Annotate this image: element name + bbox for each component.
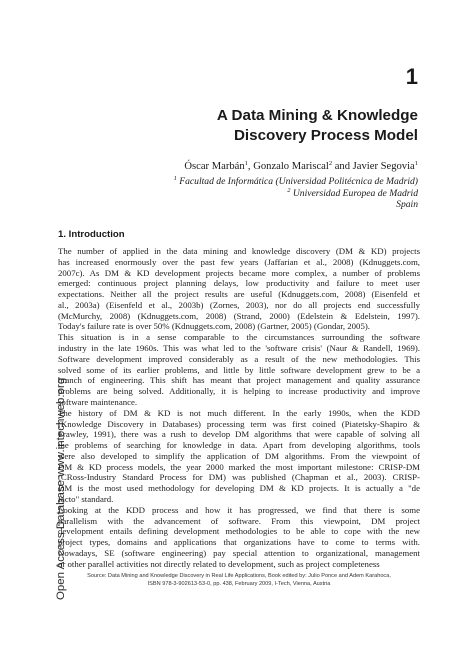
- body-text: [58, 246, 420, 569]
- paragraph-line: al., 2003a) (Eisenfeld et al., 2003b) (Zornes, 2003), nor do all projects end successfully: [58, 299, 420, 310]
- paragraph-line: The history of DM & KD is not much different. In the early 1990s, when the KDD: [58, 407, 420, 418]
- author-2: Gonzalo Mariscal: [253, 161, 329, 172]
- paragraph-line: DM is the most used methodology for developing DM & KD projects. It is actually a "de: [58, 483, 420, 494]
- paragraph-line: project types, domains and applications that organizations have to come to terms with.: [58, 537, 420, 548]
- affiliation-1: [118, 175, 418, 187]
- author-separator-2: and: [332, 161, 353, 172]
- affiliation-3-text: Spain: [396, 199, 418, 210]
- author-separator-1: ,: [247, 161, 254, 172]
- paragraph-line: the problems of searching for knowledge in data. Apart from developing algorithms, tools: [58, 440, 420, 451]
- paragraph-line: This situation is in a sense comparable to the circumstances surrounding the software: [58, 332, 420, 343]
- paragraph-line: software maintenance.: [58, 396, 138, 407]
- affiliation-3: [118, 199, 418, 210]
- paragraph-line: Looking at the KDD process and how it has progressed, we find that there is some: [58, 504, 420, 515]
- paragraph-line: or other parallel activities not directly related to development, such as project completeness: [58, 558, 380, 569]
- paragraph-line: Nowadays, SE (software engineering) pay special attention to organizational, management: [58, 547, 420, 558]
- author-3: Javier Segovia: [352, 161, 415, 172]
- author-1: Óscar Marbán: [184, 161, 245, 172]
- paragraph-line: (McMurchy, 2008) (Kdnuggets.com, 2008) (Strand, 2000) (Edelstein & Edelstein, 1997).: [58, 310, 420, 321]
- paragraph: [58, 332, 420, 407]
- paragraph-line: industry in the late 1960s. This was what led to the 'software crisis' (Naur & Randell, 1969).: [58, 343, 420, 354]
- chapter-title-line-2: Discovery Process Model: [233, 127, 418, 144]
- paragraph-line: 2007c). As DM & KD development projects became more complex, a number of problems: [58, 267, 420, 278]
- affiliation-2: [118, 187, 418, 199]
- side-note: Open Access Database www.intechweb.org: [55, 377, 67, 600]
- affiliation-1-mark: 1: [173, 175, 177, 182]
- chapter-number: 1: [405, 64, 418, 89]
- paragraph-line: problems are being solved. Additionally, it is helping to increase productivity and improve: [58, 386, 420, 397]
- affiliation-2-mark: 2: [287, 187, 291, 194]
- author-2-affiliation-mark: 2: [328, 160, 333, 167]
- section-heading: 1. Introduction: [58, 229, 125, 240]
- affiliation-1-text: Facultad de Informática (Universidad Politécnica de Madrid): [179, 176, 418, 187]
- paragraph-line: (CRoss-Industry Standard Process for DM) was published (Chapman et al., 2003). CRISP-: [58, 472, 420, 483]
- paragraph-line: solved some of its earlier problems, and little by little software development grew to be a: [58, 364, 420, 375]
- source-note-line-1: Source: Data Mining and Knowledge Discovery in Real Life Applications, Book edited by: Julio Ponce and Adem Karahoca,: [87, 573, 391, 579]
- paragraph-line: Today's failure rate is over 50% (Kdnuggets.com, 2008) (Gartner, 2005) (Gondar, 2005).: [58, 321, 370, 332]
- paragraph-line: Software development improved considerably as a result of the new methodologies. This: [58, 353, 420, 364]
- authors: [58, 160, 418, 172]
- source-note: [58, 573, 420, 588]
- author-3-affiliation-mark: 1: [414, 160, 418, 167]
- paragraph-line: DM & KD process models, the year 2000 marked the most important milestone: CRISP-DM: [58, 461, 420, 472]
- chapter-title: [118, 106, 418, 146]
- chapter-title-line-1: A Data Mining & Knowledge: [216, 107, 418, 124]
- paragraph: [58, 246, 420, 332]
- paragraph-line: branch of engineering. This shift has meant that project management and quality assurance: [58, 375, 420, 386]
- author-1-affiliation-mark: 1: [244, 160, 248, 167]
- paragraph-line: emerged: continuous project planning delays, low productivity and failure to meet user: [58, 278, 420, 289]
- affiliation-2-text: Universidad Europea de Madrid: [292, 188, 418, 199]
- paragraph-line: Frawley, 1991), there was a rush to develop DM algorithms that were capable of solving all: [58, 429, 420, 440]
- paragraph: [58, 505, 420, 570]
- paragraph: [58, 408, 420, 505]
- paragraph-line: facto" standard.: [58, 493, 114, 504]
- paragraph-line: parallelism with the advancement of software. From this viewpoint, DM project: [58, 515, 420, 526]
- paragraph-line: (Knowledge Discovery in Databases) processing term was first coined (Piatetsky-Shapiro &: [58, 418, 420, 429]
- paragraph-line: has increased enormously over the past few years (Jaffarian et al., 2008) (Kdnuggets.com,: [58, 256, 420, 267]
- paragraph-line: were also developed to simplify the application of DM algorithms. From the viewpoint of: [58, 450, 420, 461]
- source-note-line-2: ISBN 978-3-902613-53-0, pp. 438, February 2009, I-Tech, Vienna, Austria: [147, 580, 331, 587]
- paragraph-line: development entails defining development methodologies to be able to cope with the new: [58, 526, 420, 537]
- paragraph-line: expectations. Neither all the project results are useful (Kdnuggets.com, 2008) (Eisenfeld et: [58, 289, 420, 300]
- paragraph-line: The number of applied in the data mining and knowledge discovery (DM & KD) projects: [58, 246, 420, 256]
